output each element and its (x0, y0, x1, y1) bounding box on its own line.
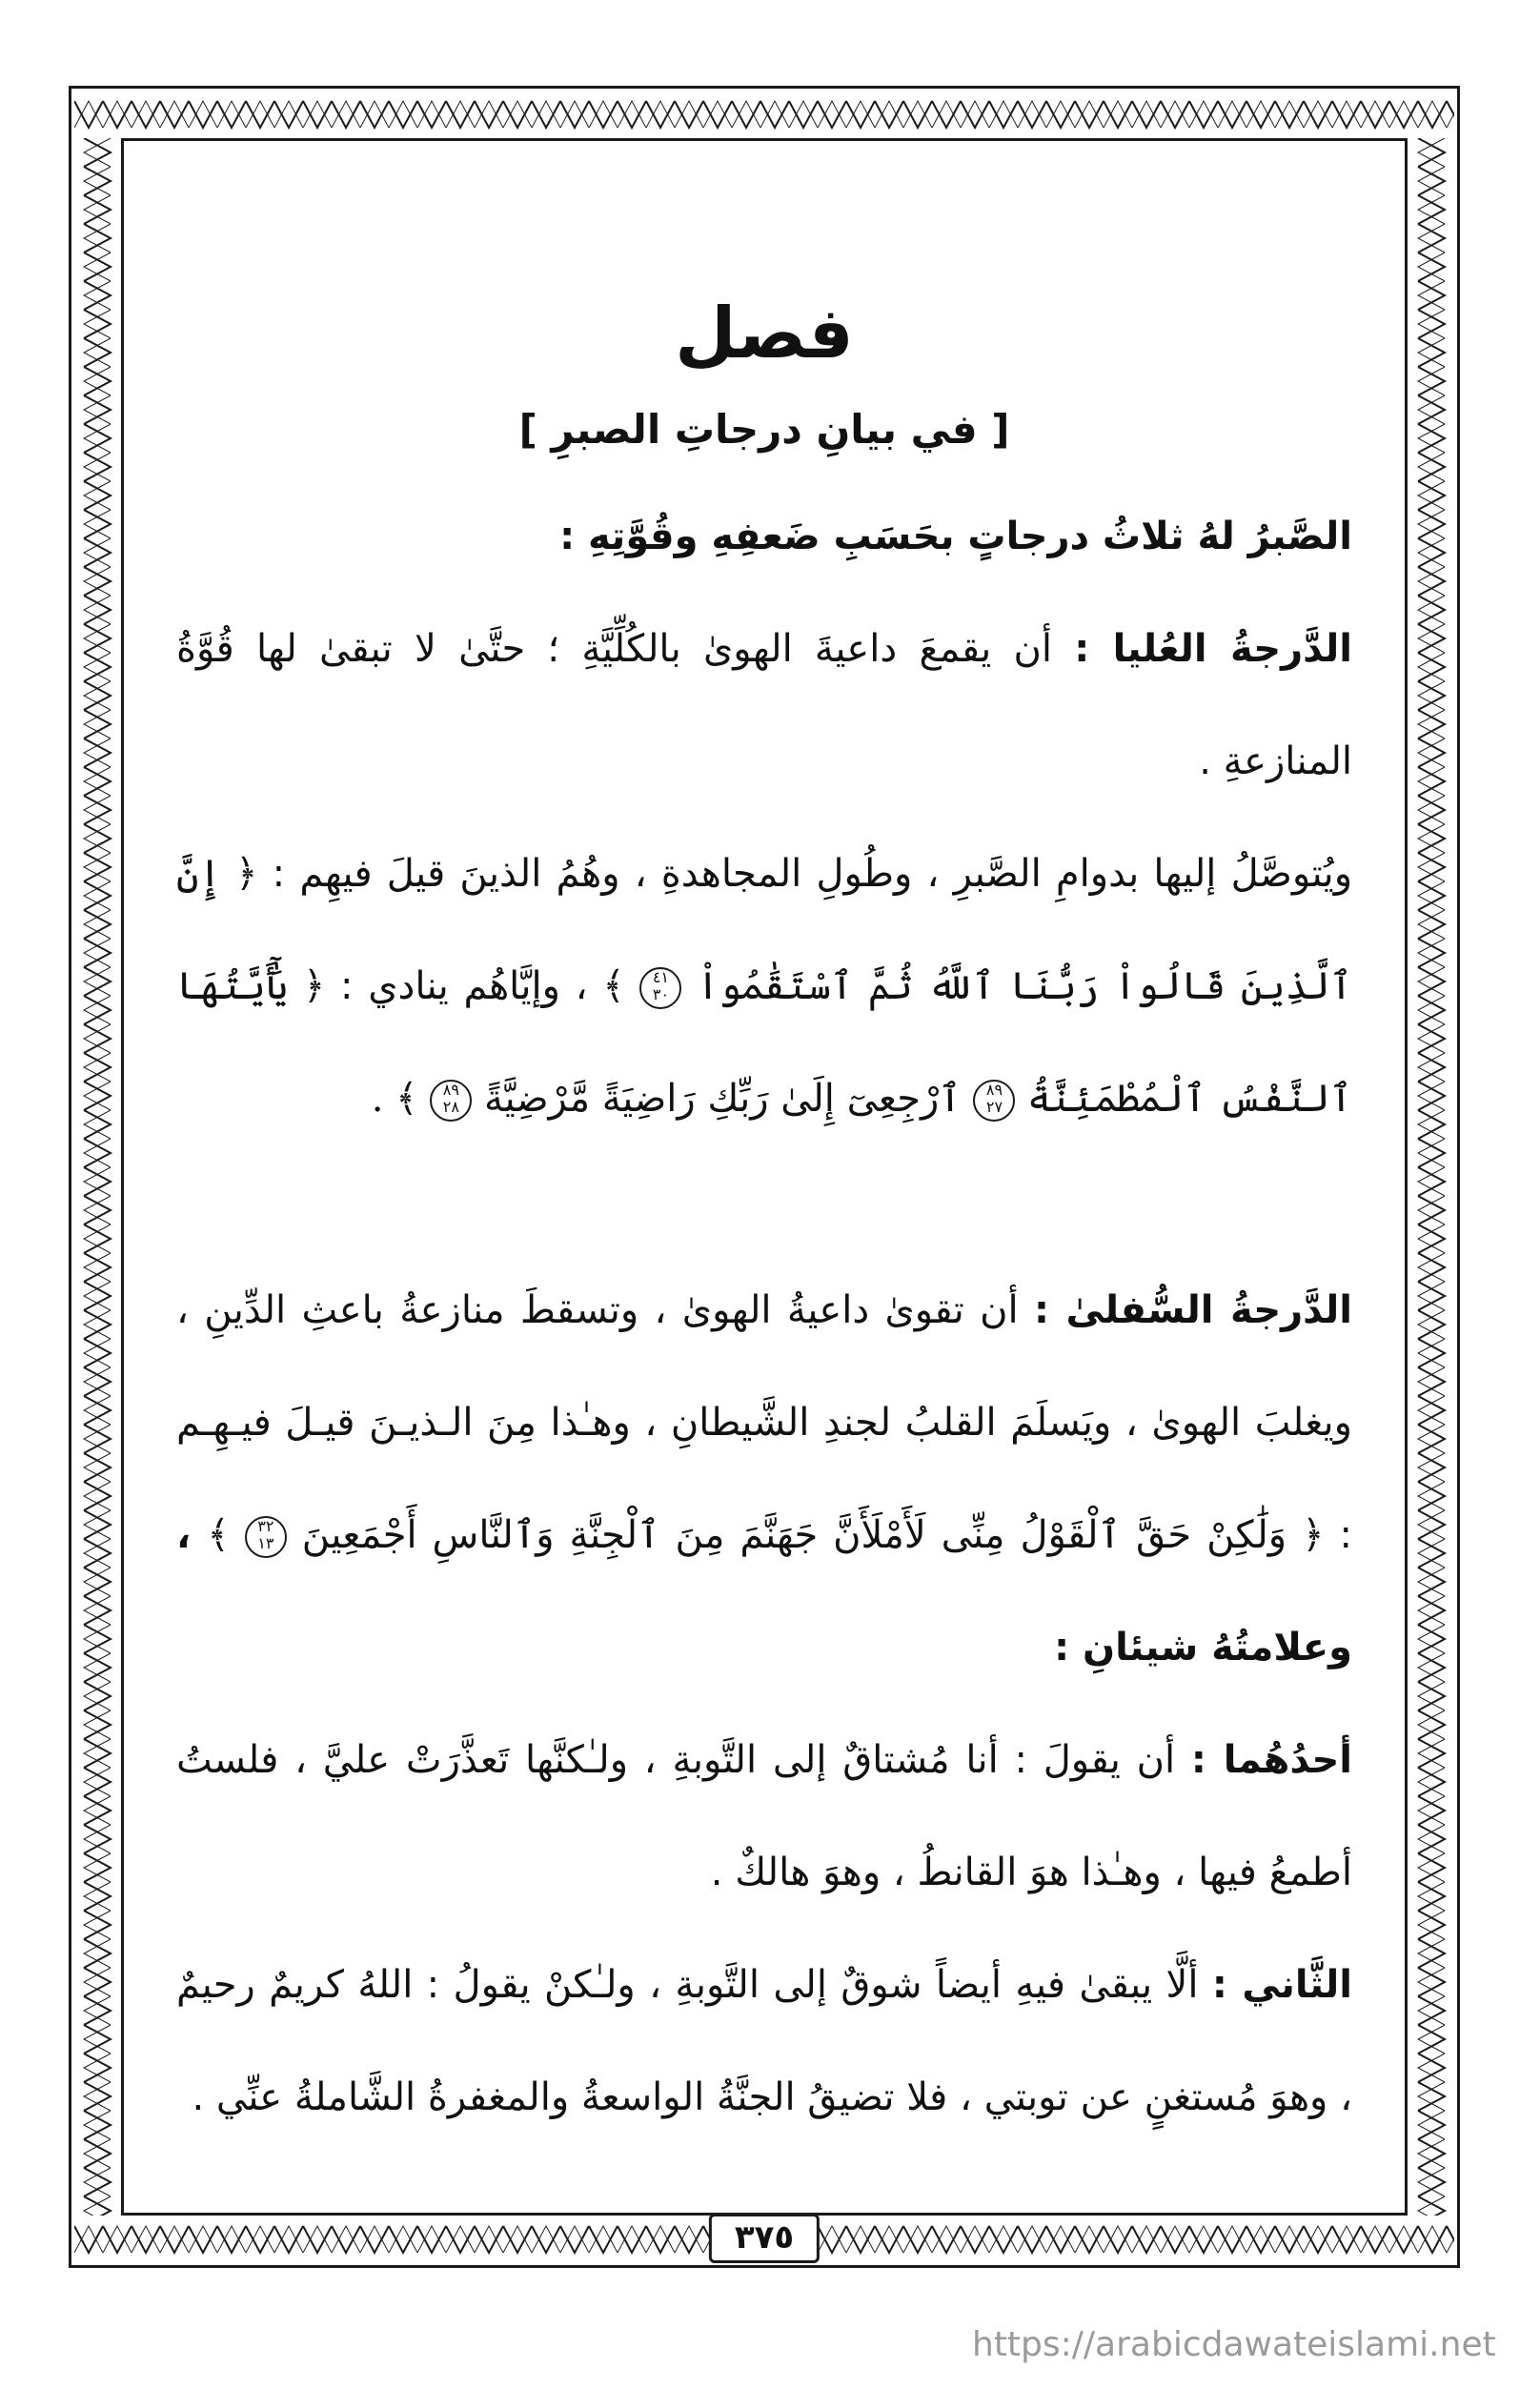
quran-verse-4-close: ﴾ (207, 1513, 230, 1558)
lower-degree-lead: الدَّرجةُ السُّفلىٰ : (1033, 1288, 1352, 1333)
quran-verse-2: ﴿ يَٰٓأَيَّتُهَا ٱلنَّفْسُ ٱلْمُطْمَئِنَّةُ (176, 964, 1352, 1122)
quran-verse-4: ﴿ وَلَٰكِنْ حَقَّ ٱلْقَوْلُ مِنِّى لَأَمْلَأَنَّ جَهَنَّمَ مِنَ ٱلْجِنَّةِ وَٱلنَّاسِ أَجْمَعِينَ (301, 1513, 1325, 1558)
section-subtitle: [ في بيانِ درجاتِ الصبرِ ] (518, 406, 1010, 453)
first-sign-paragraph (176, 1704, 1352, 1929)
intro-text: الصَّبرُ لهُ ثلاثُ درجاتٍ بحَسَبِ ضَعفِهِ وقُوَّتِهِ : (559, 515, 1352, 559)
decorative-border-right (1408, 138, 1454, 2216)
second-sign-text: ألَّا يبقىٰ فيهِ أيضاً شوقٌ إلى التَّوبةِ ، ولـٰكنْ يقولُ : اللهُ كريمٌ رحيمٌ ، وهوَ مُستغنٍ عن توبتي ، فلا تضيقُ الجنَّةُ الواسعةُ والمغفرةُ الشَّاملةُ عنِّي . (176, 1963, 1352, 2120)
ayah-number-marker: ٤١ ٣٠ (639, 967, 681, 1009)
quran-verse-1-close: ﴾ (602, 964, 625, 1009)
lower-degree-text-2: ، وعلامتُهُ شيئانِ : (176, 1513, 1352, 1670)
page-frame (69, 86, 1460, 2268)
second-sign-lead: الثَّاني : (1211, 1963, 1352, 2008)
upper-degree-text: أن يقمعَ داعيةَ الهوىٰ بالكُلِّيَّةِ ؛ حتَّىٰ لا تبقىٰ لها قُوَّةُ المنازعةِ . (176, 627, 1352, 784)
reach-paragraph (176, 818, 1352, 1155)
first-sign-lead: أحدُهُما : (1190, 1738, 1352, 1783)
lower-degree-paragraph (176, 1254, 1352, 1704)
paragraph-gap (176, 1155, 1352, 1254)
website-watermark: https://arabicdawateislami.net (972, 2325, 1496, 2364)
page-content (176, 193, 1352, 2160)
first-sign-text: أن يقولَ : أنا مُشتاقٌ إلى التَّوبةِ ، ولـٰكنَّها تَعذَّرَتْ عليَّ ، فلستُ أطمعُ فيها ، وهـٰذا هوَ القانطُ ، وهوَ هالكٌ . (176, 1738, 1352, 1895)
upper-degree-lead: الدَّرجةُ العُليا : (1074, 627, 1352, 672)
lower-degree-text-1: أن تقوىٰ داعيةُ الهوىٰ ، وتسقطَ منازعةُ باعثِ الدِّينِ ، ويغلبَ الهوىٰ ، ويَسلَمَ القلبُ لجندِ الشَّيطانِ ، وهـٰذا مِنَ الـذيـنَ قيـلَ فيـهِـم : (176, 1288, 1353, 1558)
quran-verse-3: ٱرْجِعِىٓ إِلَىٰ رَبِّكِ رَاضِيَةً مَّرْضِيَّةً (484, 1077, 962, 1122)
reach-text-1: ويُتوصَّلُ إليها بدوامِ الصَّبرِ ، وطُولِ المجاهدةِ ، وهُمُ الذينَ قيلَ فيهِم : (257, 852, 1353, 897)
decorative-border-left (74, 138, 120, 2216)
quran-verse-3-close: ﴾ . (371, 1077, 418, 1122)
section-heading: فصل (675, 293, 854, 374)
quran-verse-1: ﴿ إِنَّ ٱلَّذِينَ قَالُواْ رَبُّنَا ٱللَّهُ ثُمَّ ٱسْتَقَٰمُواْ (176, 852, 1353, 1009)
intro-paragraph (176, 480, 1352, 593)
ayah-number-marker: ٨٩ ٢٨ (430, 1080, 472, 1122)
second-sign-paragraph (176, 1929, 1352, 2154)
decorative-border-top (74, 91, 1454, 137)
page-number: ٣٧٥ (709, 2214, 820, 2263)
ayah-number-marker: ٣٢ ١٣ (245, 1516, 287, 1558)
reach-text-2: ، وإيَّاهُم ينادي : (325, 964, 603, 1009)
ayah-number-marker: ٨٩ ٢٧ (973, 1080, 1015, 1122)
upper-degree-paragraph (176, 593, 1352, 818)
